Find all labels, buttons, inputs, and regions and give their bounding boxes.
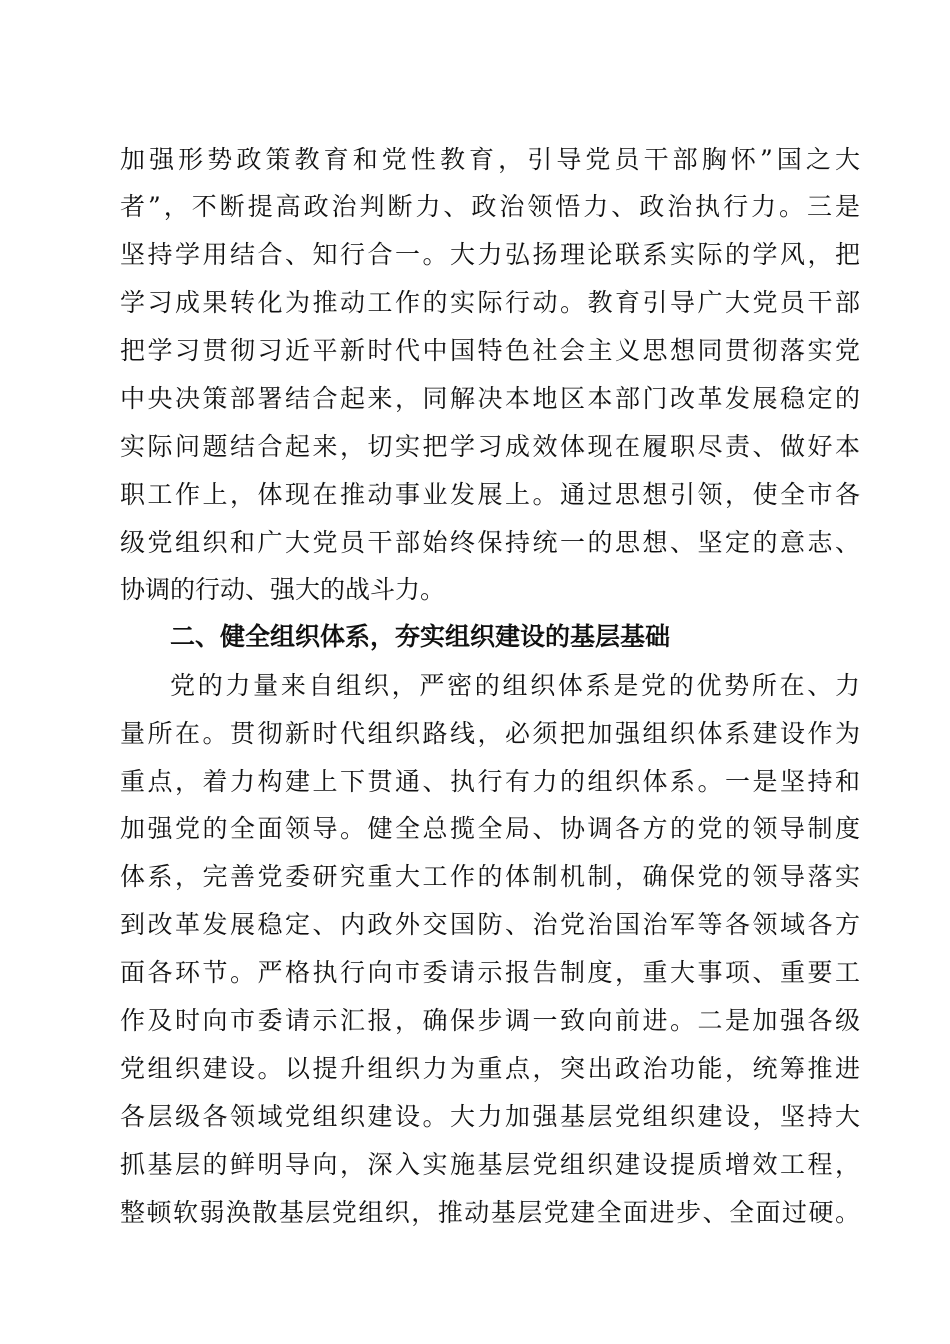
text-line: 级党组织和广大党员干部始终保持统一的思想、坚定的意志、 [120,528,860,557]
text-line: 者”，不断提高政治判断力、政治领悟力、政治执行力。三是 [120,192,860,221]
text-line: 学习成果转化为推动工作的实际行动。教育引导广大党员干部 [120,288,860,317]
text-line: 体系，完善党委研究重大工作的体制机制，确保党的领导落实 [120,862,860,891]
text-line: 面各环节。严格执行向市委请示报告制度，重大事项、重要工 [120,958,860,987]
text-line: 各层级各领域党组织建设。大力加强基层党组织建设，坚持大 [120,1102,860,1131]
text-line: 坚持学用结合、知行合一。大力弘扬理论联系实际的学风，把 [120,240,860,269]
text-line: 党组织建设。以提升组织力为重点，突出政治功能，统筹推进 [120,1054,860,1083]
text-line: 作及时向市委请示汇报，确保步调一致向前进。二是加强各级 [120,1006,860,1035]
text-line: 协调的行动、强大的战斗力。 [120,575,446,604]
text-line: 加强党的全面领导。健全总揽全局、协调各方的党的领导制度 [120,814,860,843]
section-heading: 二、健全组织体系，夯实组织建设的基层基础 [170,622,671,651]
text-line: 实际问题结合起来，切实把学习成效体现在履职尽责、做好本 [120,432,860,461]
text-line: 重点，着力构建上下贯通、执行有力的组织体系。一是坚持和 [120,767,860,796]
text-line: 职工作上，体现在推动事业发展上。通过思想引领，使全市各 [120,480,860,509]
text-line: 把学习贯彻习近平新时代中国特色社会主义思想同贯彻落实党 [120,336,860,365]
text-line: 整顿软弱涣散基层党组织，推动基层党建全面进步、全面过硬。 [120,1198,860,1227]
text-line: 中央决策部署结合起来，同解决本地区本部门改革发展稳定的 [120,384,860,413]
text-line: 加强形势政策教育和党性教育，引导党员干部胸怀”国之大 [120,145,860,174]
text-line: 量所在。贯彻新时代组织路线，必须把加强组织体系建设作为 [120,719,860,748]
text-line: 到改革发展稳定、内政外交国防、治党治国治军等各领域各方 [120,910,860,939]
text-line: 党的力量来自组织，严密的组织体系是党的优势所在、力 [170,671,860,700]
text-line: 抓基层的鲜明导向，深入实施基层党组织建设提质增效工程， [120,1150,860,1179]
